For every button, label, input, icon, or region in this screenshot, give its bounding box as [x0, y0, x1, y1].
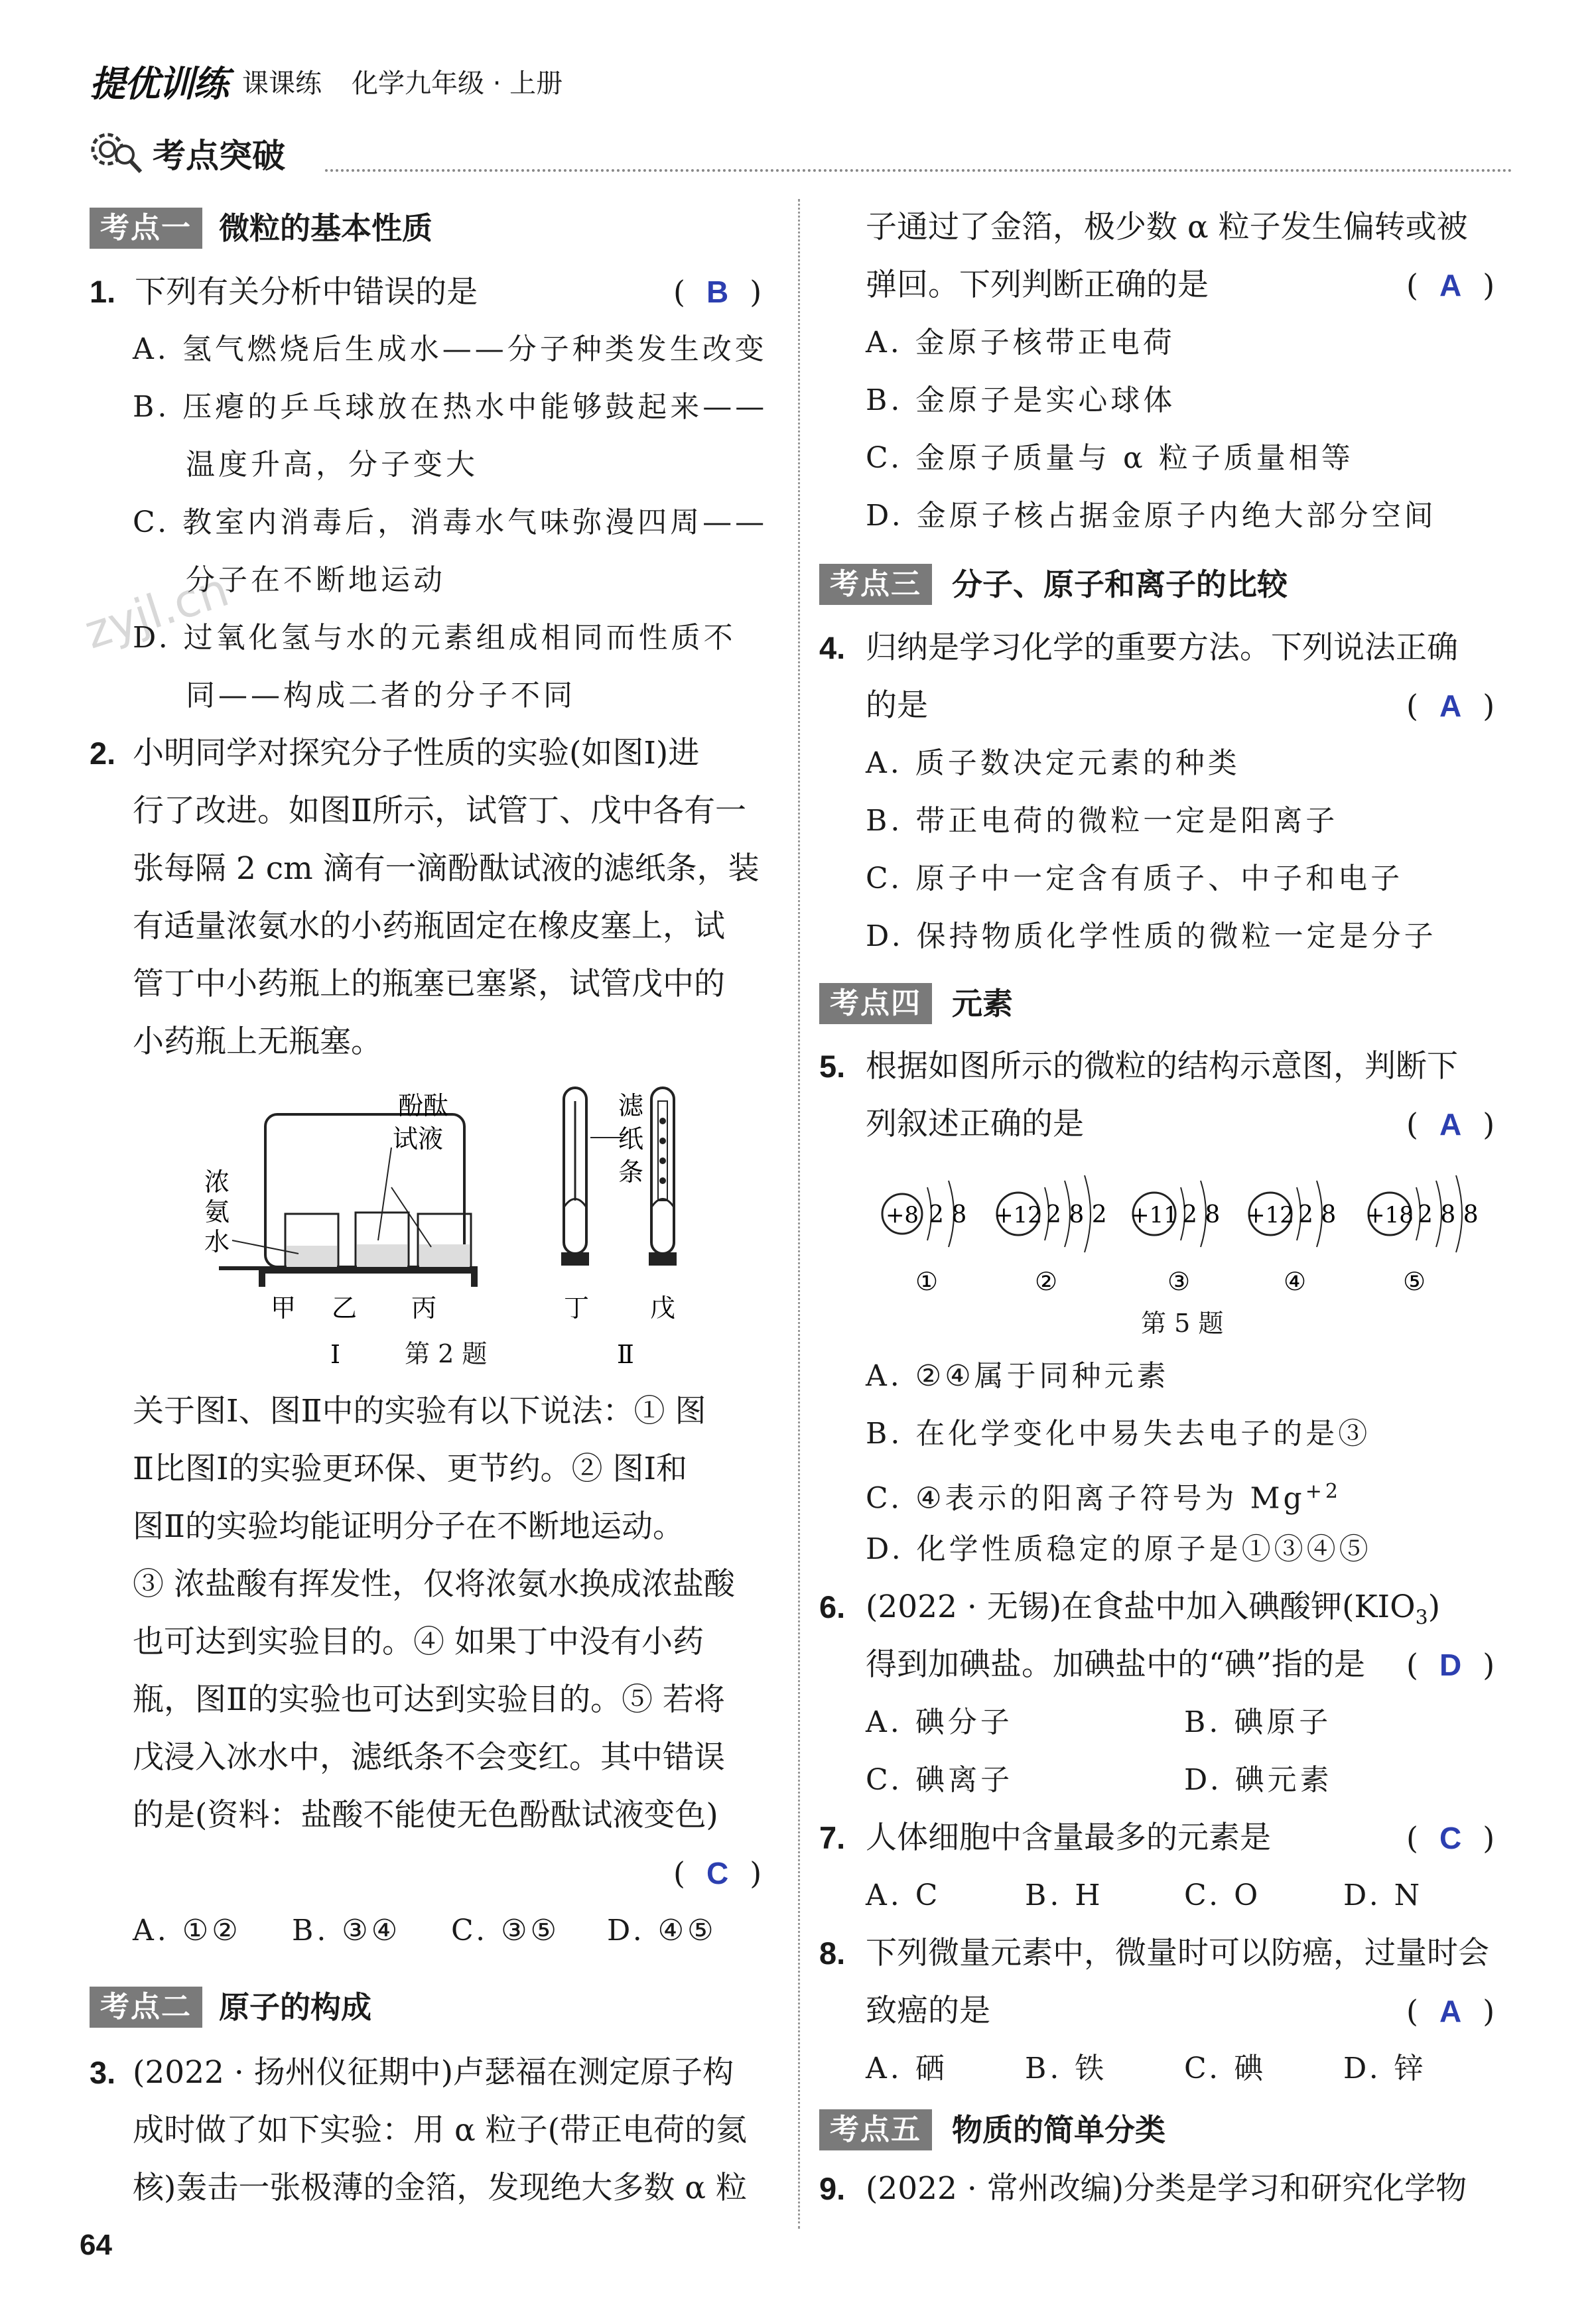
q4-option-d: D. 保持物质化学性质的微粒一定是分子	[866, 919, 1437, 953]
q1-text: 下列有关分析中错误的是	[135, 274, 478, 310]
q3-line-3: 核)轰击一张极薄的金箔，发现绝大多数 α 粒	[133, 2170, 747, 2206]
label-strip-3: 条	[618, 1157, 644, 1187]
atom-2-shells: 2 8 2	[1046, 1201, 1107, 1228]
column-divider	[798, 199, 800, 2229]
atom-3	[1130, 1181, 1220, 1293]
subject-title: 化学九年级 · 上册	[352, 68, 563, 99]
q5-option-c	[866, 1472, 1341, 1519]
title-section-2: 原子的构成	[219, 1989, 371, 2025]
atom-5-mark: ⑤	[1403, 1267, 1426, 1293]
q2-after-2: Ⅱ比图Ⅰ的实验更环保、更节约。② 图Ⅰ和	[133, 1451, 688, 1487]
q4-option-b: B. 带正电荷的微粒一定是阳离子	[866, 804, 1339, 838]
q8-option-a: A. 硒	[866, 2052, 948, 2085]
label-ammonia-3: 水	[204, 1227, 230, 1256]
q6-number: 6.	[819, 1589, 846, 1624]
atom-2-mark: ②	[1035, 1267, 1058, 1293]
q4-number: 4.	[819, 630, 846, 665]
label-jia: 甲	[271, 1293, 297, 1323]
q4-answer: A	[1439, 689, 1462, 723]
q3-line-2: 成时做了如下实验：用 α 粒子(带正电荷的氦	[133, 2112, 747, 2148]
tag-section-3: 考点三	[819, 564, 932, 605]
title-section-4: 元素	[952, 986, 1013, 1021]
q7-option-a: A. C	[866, 1878, 941, 1912]
q7-number: 7.	[819, 1820, 846, 1855]
q4-option-c: C. 原子中一定含有质子、中子和电子	[866, 862, 1404, 895]
q6-answer: D	[1439, 1648, 1462, 1682]
q4-line-2: 的是	[866, 687, 928, 724]
q2-after-7: 戊浸入冰水中，滤纸条不会变红。其中错误	[133, 1739, 725, 1776]
tag-section-2: 考点二	[90, 1987, 202, 2028]
atom-3-mark: ③	[1167, 1267, 1191, 1293]
label-bing: 丙	[411, 1293, 437, 1323]
atom-5	[1366, 1175, 1478, 1293]
q2-answer-box: ( C )	[673, 1855, 762, 1891]
q6-line-1: (2022 · 无锡)在食盐中加入碘酸钾$(KIO_3)$	[866, 1589, 1441, 1630]
tag-section-4: 考点四	[819, 983, 932, 1024]
q1-number: 1.	[90, 274, 116, 309]
q2-after-3: 图Ⅱ的实验均能证明分子在不断地运动。	[133, 1508, 684, 1545]
q4-line-1: 归纳是学习化学的重要方法。下列说法正确	[866, 629, 1458, 666]
atom-3-nucleus: +11	[1130, 1202, 1178, 1228]
q7-option-c: C. O	[1184, 1878, 1262, 1912]
title-section-5: 物质的简单分类	[952, 2112, 1165, 2148]
label-yi: 乙	[332, 1293, 358, 1323]
label-phenolphthalein-1: 酚酞	[398, 1091, 449, 1120]
q2-number: 2.	[90, 736, 116, 771]
q3-option-a: A. 金原子核带正电荷	[866, 326, 1175, 360]
tag-section-1: 考点一	[90, 208, 202, 249]
q3-line-1: (2022 · 扬州仪征期中)卢瑟福在测定原子构	[133, 2054, 734, 2091]
q5-answer-box: ( A )	[1406, 1106, 1495, 1142]
tag-section-5: 考点五	[819, 2109, 932, 2150]
q8-answer-box: ( A )	[1406, 1993, 1495, 2029]
q2-line-3: 张每隔 2 cm 滴有一滴酚酞试液的滤纸条，装	[133, 850, 760, 887]
q2-line-1: 小明同学对探究分子性质的实验(如图Ⅰ)进	[133, 735, 700, 771]
q8-answer: A	[1439, 1994, 1462, 2028]
atom-2	[994, 1175, 1106, 1293]
q2-line-6: 小药瓶上无瓶塞。	[133, 1023, 382, 1060]
q6-option-b: B. 碘原子	[1184, 1705, 1332, 1739]
section-title: 考点突破	[153, 137, 285, 175]
q2-option-c: C. ③⑤	[451, 1914, 560, 1947]
atom-3-shells: 2 8	[1182, 1201, 1221, 1228]
q5-figure-caption: 第 5 题	[1141, 1309, 1224, 1338]
atom-4-mark: ④	[1284, 1267, 1307, 1293]
q5-line-2: 列叙述正确的是	[866, 1106, 1084, 1142]
q5-atom-diagrams	[876, 1161, 1512, 1293]
q1-option-b: B. 压瘪的乒乓球放在热水中能够鼓起来——	[133, 390, 768, 424]
brand-logo: 提优训练	[90, 63, 228, 105]
q5-line-1: 根据如图所示的微粒的结构示意图，判断下	[866, 1048, 1458, 1085]
q2-line-2: 行了改进。如图Ⅱ所示，试管丁、戊中各有一	[133, 793, 746, 829]
atom-5-nucleus: +18	[1366, 1202, 1414, 1228]
q5-answer: A	[1439, 1107, 1462, 1142]
label-strip-1: 滤	[618, 1091, 644, 1120]
q5-option-c-charge: +2	[1305, 1480, 1341, 1503]
label-ammonia-2: 氨	[204, 1197, 230, 1226]
label-figure-ii: Ⅱ	[617, 1340, 634, 1369]
q8-number: 8.	[819, 1936, 846, 1971]
q8-option-d: D. 锌	[1343, 2052, 1427, 2085]
q2-option-d: D. ④⑤	[607, 1914, 717, 1947]
label-ammonia-1: 浓	[204, 1167, 230, 1197]
q5-option-b: B. 在化学变化中易失去电子的是③	[866, 1417, 1371, 1451]
q5-option-a: A. ②④属于同种元素	[866, 1359, 1169, 1393]
q3-number: 3.	[90, 2055, 116, 2090]
q5-option-d: D. 化学性质稳定的原子是①③④⑤	[866, 1532, 1372, 1566]
q2-after-8: 的是(资料：盐酸不能使无色酚酞试液变色)	[133, 1797, 718, 1833]
q4-answer-box: ( A )	[1406, 688, 1495, 724]
q7-answer-box: ( C )	[1406, 1820, 1495, 1856]
q1-option-d: D. 过氧化氢与水的元素组成相同而性质不	[133, 621, 736, 655]
atom-1-shells: 2 8	[929, 1201, 967, 1228]
q2-after-4: ③ 浓盐酸有挥发性，仅将浓氨水换成浓盐酸	[133, 1566, 735, 1603]
q2-after-5: 也可达到实验目的。④ 如果丁中没有小药	[133, 1624, 704, 1660]
q7-option-b: B. H	[1025, 1878, 1104, 1912]
q3-answer-box: ( A )	[1406, 267, 1495, 303]
atom-4-shells: 2 8	[1298, 1201, 1337, 1228]
q4-option-a: A. 质子数决定元素的种类	[866, 746, 1240, 780]
atom-4-nucleus: +12	[1246, 1202, 1294, 1228]
q8-option-c: C. 碘	[1184, 2052, 1267, 2085]
q6-answer-box: ( D )	[1406, 1647, 1495, 1683]
q3-answer: A	[1439, 268, 1462, 302]
q8-option-b: B. 铁	[1025, 2052, 1108, 2085]
atom-1-mark: ①	[915, 1267, 939, 1293]
label-strip-2: 纸	[618, 1124, 644, 1153]
q6-option-a: A. 碘分子	[866, 1705, 1013, 1739]
atom-1	[882, 1181, 966, 1293]
q7-option-d: D. N	[1343, 1878, 1424, 1912]
q6-line-2: 得到加碘盐。加碘盐中的“碘”指的是	[866, 1646, 1366, 1683]
q1-option-c: C. 教室内消毒后，消毒水气味弥漫四周——	[133, 505, 768, 539]
q5-option-c-text: C. ④表示的阳离子符号为 Mg	[866, 1481, 1305, 1516]
q2-figure-caption: 第 2 题	[405, 1339, 488, 1368]
dotted-rule	[325, 169, 1512, 172]
q8-line-1: 下列微量元素中，微量时可以防癌，过量时会	[866, 1935, 1489, 1971]
q3-option-c: C. 金原子质量与 α 粒子质量相等	[866, 441, 1354, 475]
q7-stem: 人体细胞中含量最多的元素是	[866, 1819, 1271, 1856]
label-figure-i: Ⅰ	[330, 1340, 341, 1369]
q2-line-4: 有适量浓氨水的小药瓶固定在橡皮塞上，试	[133, 908, 725, 945]
atom-2-nucleus: +12	[994, 1202, 1042, 1228]
atom-1-nucleus: +8	[885, 1202, 919, 1228]
q1-stem	[90, 272, 478, 312]
label-wu: 戊	[650, 1293, 676, 1323]
q9-number: 9.	[819, 2171, 846, 2206]
q2-option-b: B. ③④	[292, 1914, 401, 1947]
q3-line-5: 弹回。下列判断正确的是	[866, 267, 1209, 303]
q7-answer: C	[1439, 1821, 1462, 1855]
label-ding: 丁	[564, 1293, 590, 1323]
q8-line-2: 致癌的是	[866, 1993, 990, 2029]
q3-option-d: D. 金原子核占据金原子内绝大部分空间	[866, 499, 1437, 533]
title-section-1: 微粒的基本性质	[219, 210, 432, 246]
watermark: zyjl.cn	[78, 562, 235, 660]
q1-answer-box: ( B )	[673, 274, 762, 310]
q1-option-c-cont: 分子在不断地运动	[186, 563, 446, 597]
gear-magnifier-icon	[86, 124, 146, 177]
q6-option-c: C. 碘离子	[866, 1763, 1014, 1797]
q2-option-a: A. ①②	[133, 1914, 241, 1947]
q1-option-d-cont: 同——构成二者的分子不同	[186, 679, 576, 712]
q1-option-a: A. 氢气燃烧后生成水——分子种类发生改变	[133, 332, 767, 366]
q2-figure	[192, 1075, 789, 1393]
page-header	[90, 53, 1516, 106]
label-phenolphthalein-2: 试液	[393, 1124, 444, 1153]
q2-answer: C	[706, 1856, 729, 1890]
q3-option-b: B. 金原子是实心球体	[866, 383, 1176, 417]
page-number: 64	[80, 2229, 112, 2261]
q9-line-1: (2022 · 常州改编)分类是学习和研究化学物	[866, 2170, 1467, 2207]
q1-answer: B	[706, 275, 729, 309]
atom-4	[1246, 1181, 1336, 1293]
q5-number: 5.	[819, 1049, 846, 1084]
q2-after-6: 瓶，图Ⅱ的实验也可达到实验目的。⑤ 若将	[133, 1681, 725, 1718]
q2-after-1: 关于图Ⅰ、图Ⅱ中的实验有以下说法：① 图	[133, 1393, 706, 1429]
q3-line-4: 子通过了金箔，极少数 α 粒子发生偏转或被	[866, 209, 1468, 245]
series-name: 课课练	[242, 68, 322, 99]
atom-5-shells: 2 8 8	[1418, 1201, 1479, 1228]
q6-option-d: D. 碘元素	[1184, 1763, 1333, 1797]
q2-line-5: 管丁中小药瓶上的瓶塞已塞紧，试管戊中的	[133, 966, 725, 1002]
title-section-3: 分子、原子和离子的比较	[952, 566, 1288, 602]
section-heading	[86, 123, 1512, 182]
q1-option-b-cont: 温度升高，分子变大	[186, 448, 478, 482]
